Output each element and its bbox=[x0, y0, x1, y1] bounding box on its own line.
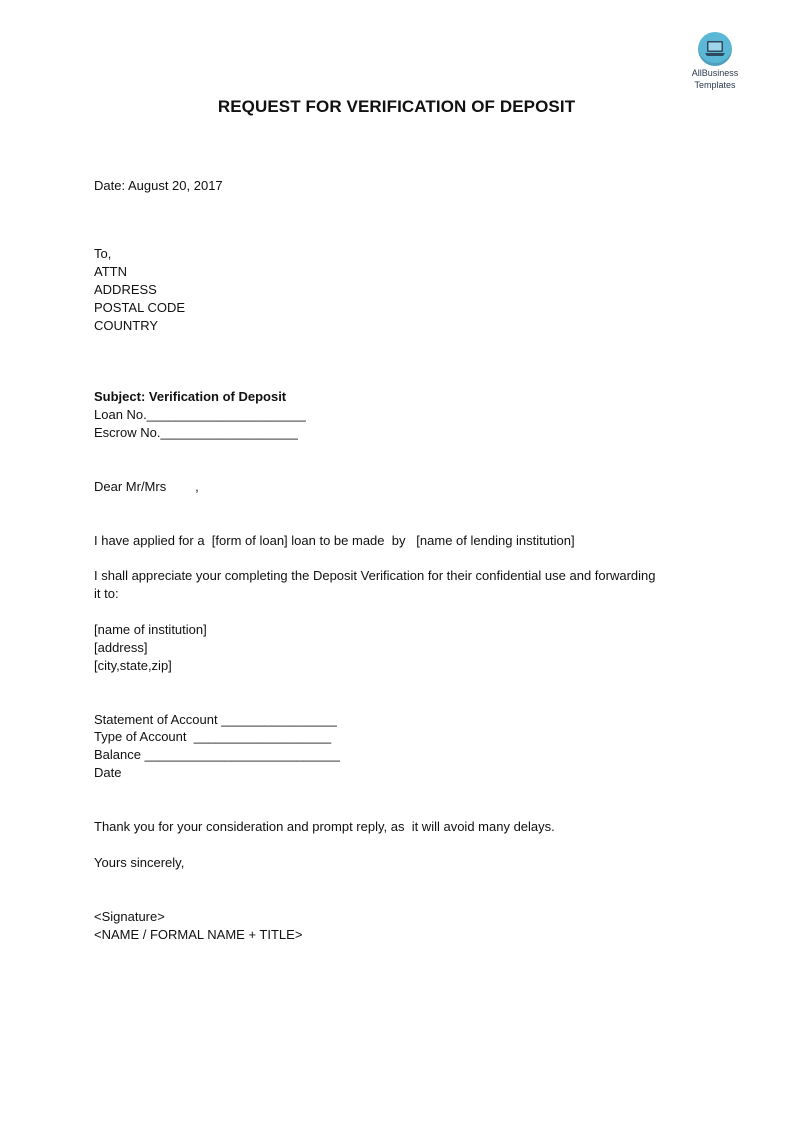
document-title: REQUEST FOR VERIFICATION OF DEPOSIT bbox=[217, 97, 576, 116]
institution-address: [address] bbox=[94, 640, 148, 655]
escrow-number-line: Escrow No.___________________ bbox=[94, 425, 298, 440]
closing-line: Yours sincerely, bbox=[94, 855, 185, 870]
type-of-account-line: Type of Account ___________________ bbox=[94, 729, 332, 744]
body-appreciate-line1: I shall appreciate your completing the Deposit Verification for their confidential use and forwarding bbox=[94, 568, 656, 583]
recipient-country: COUNTRY bbox=[94, 318, 159, 333]
name-title-placeholder: <NAME / FORMAL NAME + TITLE> bbox=[94, 927, 303, 942]
signature-placeholder: <Signature> bbox=[94, 909, 165, 924]
thanks-paragraph: Thank you for your consideration and prompt reply, as it will avoid many delays. bbox=[94, 819, 555, 834]
logo-text-line1: AllBusiness bbox=[691, 68, 739, 78]
recipient-to: To, bbox=[94, 246, 112, 261]
statement-of-account-line: Statement of Account ________________ bbox=[94, 712, 337, 727]
brand-logo bbox=[684, 32, 746, 90]
logo-text-line2: Templates bbox=[694, 80, 736, 90]
institution-city: [city,state,zip] bbox=[94, 658, 172, 673]
loan-number-line: Loan No.______________________ bbox=[94, 407, 306, 422]
subject-line: Subject: Verification of Deposit bbox=[94, 389, 287, 404]
salutation: Dear Mr/Mrs , bbox=[94, 479, 199, 494]
body-appreciate-line2: it to: bbox=[94, 586, 119, 601]
date-line: Date: August 20, 2017 bbox=[94, 178, 223, 193]
recipient-attn: ATTN bbox=[94, 264, 127, 279]
account-date-line: Date bbox=[94, 765, 122, 780]
institution-name: [name of institution] bbox=[94, 622, 207, 637]
recipient-address: ADDRESS bbox=[94, 282, 157, 297]
recipient-postal-code: POSTAL CODE bbox=[94, 300, 186, 315]
balance-line: Balance ___________________________ bbox=[94, 747, 340, 762]
laptop-icon bbox=[698, 32, 732, 66]
body-applied: I have applied for a [form of loan] loan to be made by [name of lending institution] bbox=[94, 533, 575, 548]
